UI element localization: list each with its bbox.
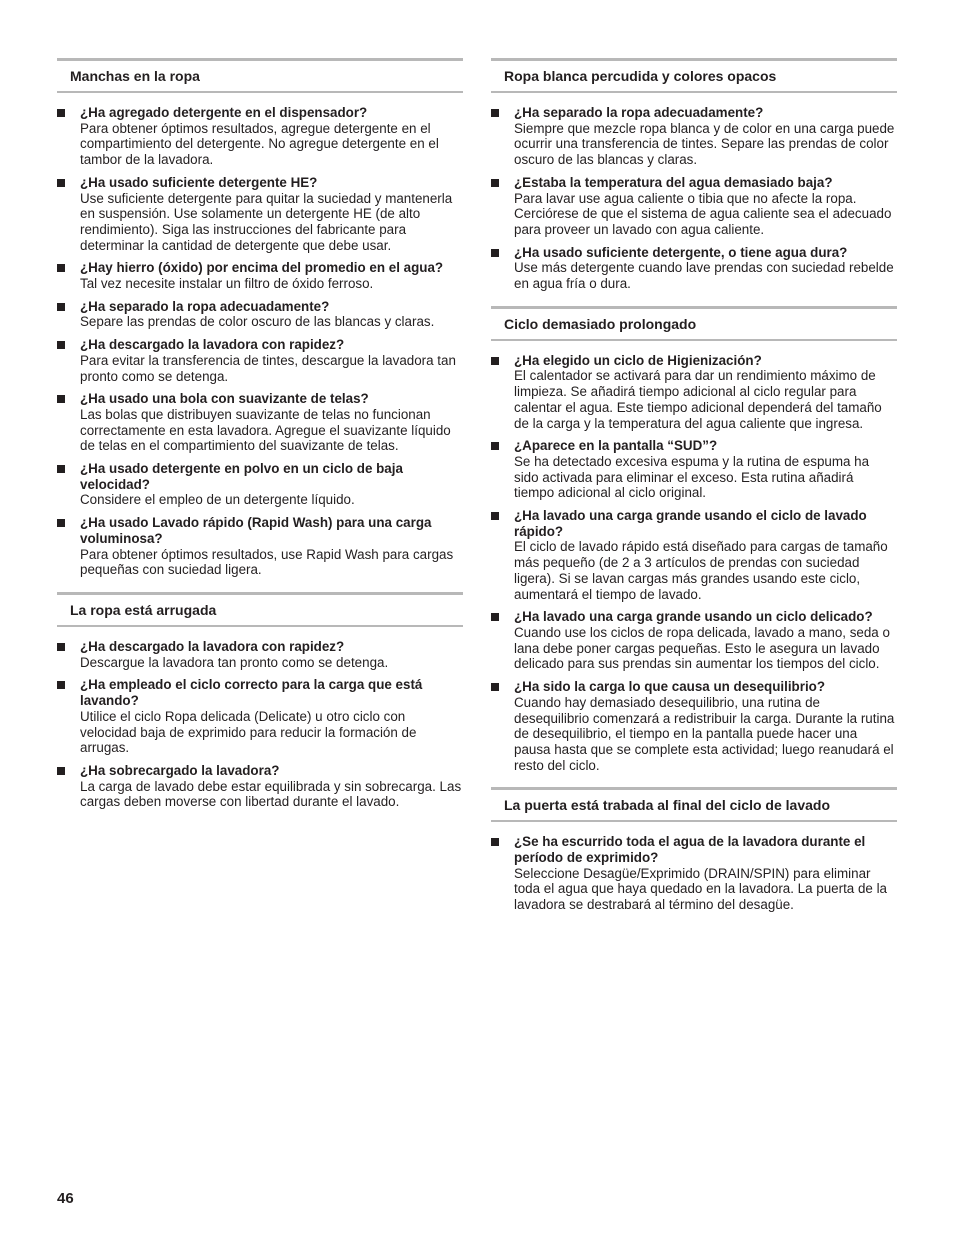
question-text: ¿Ha empleado el ciclo correcto para la carga que está lavando? <box>80 677 423 709</box>
list-item <box>491 353 897 432</box>
question-text: ¿Ha descargado la lavadora con rapidez? <box>80 337 345 353</box>
list-item <box>491 245 897 292</box>
question-text: ¿Ha lavado una carga grande usando un ciclo delicado? <box>514 609 873 625</box>
section-heading: La puerta está trabada al final del ciclo de lavado <box>491 787 897 822</box>
square-bullet-icon <box>491 512 499 520</box>
question-text: ¿Hay hierro (óxido) por encima del promedio en el agua? <box>80 260 444 276</box>
square-bullet-icon <box>57 109 65 117</box>
square-bullet-icon <box>491 109 499 117</box>
square-bullet-icon <box>57 341 65 349</box>
answer-text: Para lavar use agua caliente o tibia que no afecte la ropa. Cerciórese de que el sistema de agua caliente sea el adecuado para proveer un lavado con agua caliente. <box>514 190 892 237</box>
square-bullet-icon <box>491 249 499 257</box>
right-column <box>491 58 897 927</box>
square-bullet-icon <box>491 357 499 365</box>
answer-text: Tal vez necesite instalar un filtro de óxido ferroso. <box>80 276 374 292</box>
question-text: ¿Ha usado una bola con suavizante de telas? <box>80 391 369 407</box>
question-text: ¿Estaba la temperatura del agua demasiado baja? <box>514 174 833 190</box>
page-number: 46 <box>57 1190 74 1207</box>
list-item <box>491 105 897 168</box>
list-item <box>57 639 463 670</box>
answer-text: Seleccione Desagüe/Exprimido (DRAIN/SPIN) para eliminar toda el agua que haya quedado en la lavadora. La puerta de la lavadora se destrabará al término del desagüe. <box>514 865 888 913</box>
square-bullet-icon <box>57 519 65 527</box>
question-text: ¿Ha usado Lavado rápido (Rapid Wash) para una carga voluminosa? <box>80 515 432 546</box>
question-text: ¿Ha separado la ropa adecuadamente? <box>514 105 764 120</box>
question-text: ¿Ha sobrecargado la lavadora? <box>80 762 280 778</box>
answer-text: Use más detergente cuando lave prendas con suciedad rebelde en agua fría o dura. <box>514 260 894 292</box>
section <box>491 58 897 292</box>
question-text: ¿Ha usado suficiente detergente, o tiene agua dura? <box>514 244 848 260</box>
answer-text: Se ha detectado excesiva espuma y la rutina de espuma ha sido activada para eliminar el exceso. Esta rutina añadirá tiempo adicional al ciclo original. <box>514 453 870 501</box>
section <box>57 592 463 810</box>
answer-text: Considere el empleo de un detergente líquido. <box>80 492 355 508</box>
left-column <box>57 58 463 824</box>
list-item <box>57 391 463 454</box>
square-bullet-icon <box>491 683 499 691</box>
question-text: ¿Ha lavado una carga grande usando el ciclo de lavado rápido? <box>514 508 867 539</box>
list-item <box>57 461 463 508</box>
list-item <box>57 515 463 578</box>
list-item <box>57 260 463 291</box>
square-bullet-icon <box>57 643 65 651</box>
list-item <box>491 679 897 773</box>
list-item <box>491 438 897 501</box>
square-bullet-icon <box>491 613 499 621</box>
answer-text: Cuando hay demasiado desequilibrio, una rutina de desequilibrio comenzará a redistribuir la carga. Durante la rutina de desequilibrio, el tiempo en la pantalla puede hacer una pausa hasta que se complete esta actividad; luego reanudará el resto del ciclo. <box>514 694 895 773</box>
question-text: ¿Ha separado la ropa adecuadamente? <box>80 298 330 314</box>
square-bullet-icon <box>491 442 499 450</box>
section <box>491 787 897 913</box>
answer-text: Las bolas que distribuyen suavizante de telas no funcionan correctamente en esta lavadora. Agregue el suavizante líquido de telas en el compartimiento del suavizante de telas. <box>80 406 451 454</box>
square-bullet-icon <box>57 465 65 473</box>
list-item <box>491 175 897 238</box>
answer-text: Separe las prendas de color oscuro de las blancas y claras. <box>80 314 435 330</box>
square-bullet-icon <box>57 395 65 403</box>
square-bullet-icon <box>57 179 65 187</box>
section-heading: La ropa está arrugada <box>57 592 463 627</box>
answer-text: El calentador se activará para dar un rendimiento máximo de limpieza. Se añadirá tiempo adicional al ciclo regular para calentar el agua. Este tiempo adicional dependerá del tamaño de la carga y la temperatura del agua caliente que ingresa. <box>514 368 882 431</box>
square-bullet-icon <box>57 767 65 775</box>
square-bullet-icon <box>57 303 65 311</box>
question-text: ¿Ha elegido un ciclo de Higienización? <box>514 352 762 368</box>
section-heading: Manchas en la ropa <box>57 58 463 93</box>
question-text: ¿Aparece en la pantalla “SUD”? <box>514 438 718 454</box>
question-text: ¿Se ha escurrido toda el agua de la lavadora durante el período de exprimido? <box>514 834 866 866</box>
answer-text: Siempre que mezcle ropa blanca y de color en una carga puede ocurrir una transferencia de tintes. Separe las prendas de color oscuro de las blancas y claras. <box>514 120 895 168</box>
square-bullet-icon <box>491 179 499 187</box>
section-heading: Ropa blanca percudida y colores opacos <box>491 58 897 93</box>
question-text: ¿Ha descargado la lavadora con rapidez? <box>80 638 345 654</box>
list-item <box>491 834 897 913</box>
list-item <box>491 609 897 672</box>
answer-text: Descargue la lavadora tan pronto como se detenga. <box>80 654 389 670</box>
question-text: ¿Ha usado detergente en polvo en un ciclo de baja velocidad? <box>80 461 403 492</box>
list-item <box>491 508 897 602</box>
section <box>57 58 463 578</box>
list-item <box>57 299 463 330</box>
answer-text: El ciclo de lavado rápido está diseñado para cargas de tamaño más pequeño (de 2 a 3 artículos de prendas con suciedad ligera). Si se lavan cargas más grandes usando este ciclo, aumentará el tiempo de lavado. <box>514 539 888 602</box>
list-item <box>57 337 463 384</box>
section <box>491 306 897 774</box>
answer-text: Para obtener óptimos resultados, agregue detergente en el compartimiento del detergente. No agregue detergente en el tambor de la lavadora. <box>80 120 439 168</box>
answer-text: Utilice el ciclo Ropa delicada (Delicate) u otro ciclo con velocidad baja de exprimido para reducir la formación de arrugas. <box>80 708 417 756</box>
section-heading: Ciclo demasiado prolongado <box>491 306 897 341</box>
square-bullet-icon <box>57 681 65 689</box>
square-bullet-icon <box>491 838 499 846</box>
answer-text: Para obtener óptimos resultados, use Rapid Wash para cargas pequeñas con suciedad ligera. <box>80 546 454 578</box>
square-bullet-icon <box>57 264 65 272</box>
list-item <box>57 677 463 756</box>
answer-text: Para evitar la transferencia de tintes, descargue la lavadora tan pronto como se detenga. <box>80 352 456 384</box>
list-item <box>57 105 463 168</box>
question-text: ¿Ha sido la carga lo que causa un desequilibrio? <box>514 679 826 695</box>
answer-text: Cuando use los ciclos de ropa delicada, lavado a mano, seda o lana debe poner cargas pequeñas. Esto le asegura un lavado delicado para sus prendas sin aumentar los tiempos del ciclo. <box>514 624 890 672</box>
question-text: ¿Ha usado suficiente detergente HE? <box>80 174 318 190</box>
answer-text: La carga de lavado debe estar equilibrada y sin sobrecarga. Las cargas deben moverse con libertad durante el lavado. <box>80 778 462 810</box>
question-text: ¿Ha agregado detergente en el dispensador? <box>80 105 368 120</box>
list-item <box>57 175 463 254</box>
answer-text: Use suficiente detergente para quitar la suciedad y mantenerla en suspensión. Use solamente un detergente HE (de alto rendimiento). Siga las instrucciones del fabricante para determinar la cantidad de detergente que debe usar. <box>80 190 453 253</box>
list-item <box>57 763 463 810</box>
